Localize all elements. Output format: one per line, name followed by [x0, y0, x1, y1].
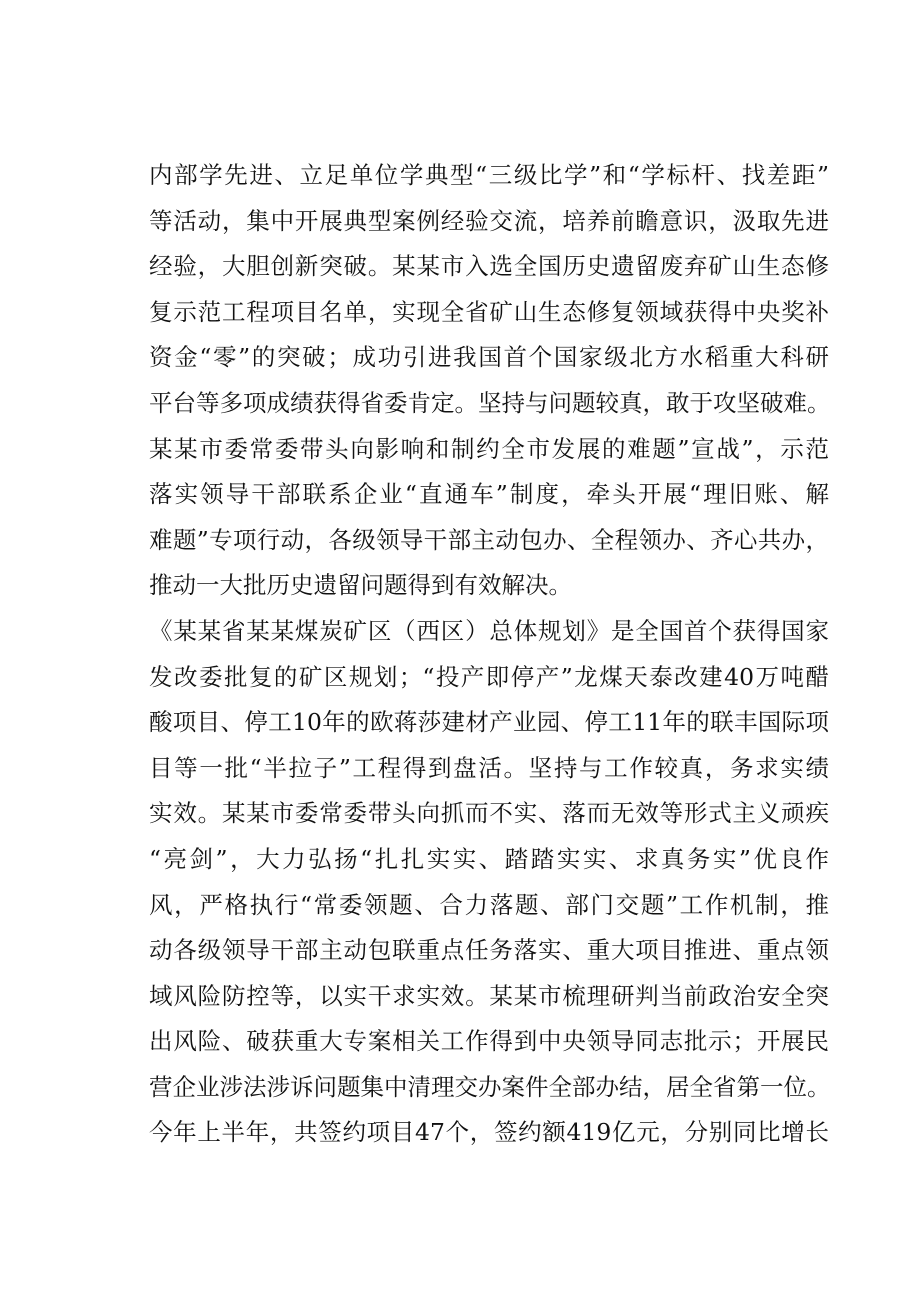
text-line-13: 酸项目、停工10年的欧蒋莎建材产业园、停工11年的联丰国际项 [149, 708, 829, 737]
text-line-20: 出风险、破获重大专案相关工作得到中央领导同志批示；开展民 [149, 1027, 829, 1056]
text-line-10: 推动一大批历史遗留问题得到有效解决。 [149, 571, 572, 600]
text-line-21: 营企业涉法涉诉问题集中清理交办案件全部办结，居全省第一位。 [149, 1072, 831, 1101]
text-line-11: 《某某省某某煤炭矿区（西区）总体规划》是全国首个获得国家 [149, 616, 829, 645]
text-line-15: 实效。某某市委常委带头向抓而不实、落而无效等形式主义顽疾 [149, 799, 829, 828]
text-line-7: 某某市委常委带头向影响和制约全市发展的难题”宣战”，示范 [149, 434, 829, 463]
text-line-22: 今年上半年，共签约项目47个，签约额419亿元，分别同比增长 [149, 1118, 829, 1147]
text-line-6: 平台等多项成绩获得省委肯定。坚持与问题较真，敢于攻坚破难。 [149, 388, 831, 417]
text-line-16: “亮剑”，大力弘扬“扎扎实实、踏踏实实、求真务实”优良作 [149, 844, 829, 873]
text-line-17: 风，严格执行“常委领题、合力落题、部门交题”工作机制，推 [149, 890, 829, 919]
text-line-19: 域风险防控等，以实干求实效。某某市梳理研判当前政治安全突 [149, 981, 829, 1010]
document-body [149, 153, 829, 1156]
text-line-5: 资金“零”的突破；成功引进我国首个国家级北方水稻重大科研 [149, 343, 829, 372]
text-line-8: 落实领导干部联系企业“直通车”制度，牵头开展“理旧账、解 [149, 480, 829, 509]
text-line-9: 难题”专项行动，各级领导干部主动包办、全程领办、齐心共办， [149, 525, 829, 554]
text-line-3: 经验，大胆创新突破。某某市入选全国历史遗留废弃矿山生态修 [149, 252, 829, 281]
text-line-12: 发改委批复的矿区规划；“投产即停产”龙煤天泰改建40万吨醋 [149, 662, 829, 691]
text-line-1: 内部学先进、立足单位学典型“三级比学”和“学标杆、找差距” [149, 161, 829, 189]
text-line-2: 等活动，集中开展典型案例经验交流，培养前瞻意识，汲取先进 [149, 206, 829, 235]
text-line-14: 目等一批“半拉子”工程得到盘活。坚持与工作较真，务求实绩 [149, 753, 829, 782]
text-line-4: 复示范工程项目名单，实现全省矿山生态修复领域获得中央奖补 [149, 297, 829, 326]
text-line-18: 动各级领导干部主动包联重点任务落实、重大项目推进、重点领 [149, 936, 829, 965]
